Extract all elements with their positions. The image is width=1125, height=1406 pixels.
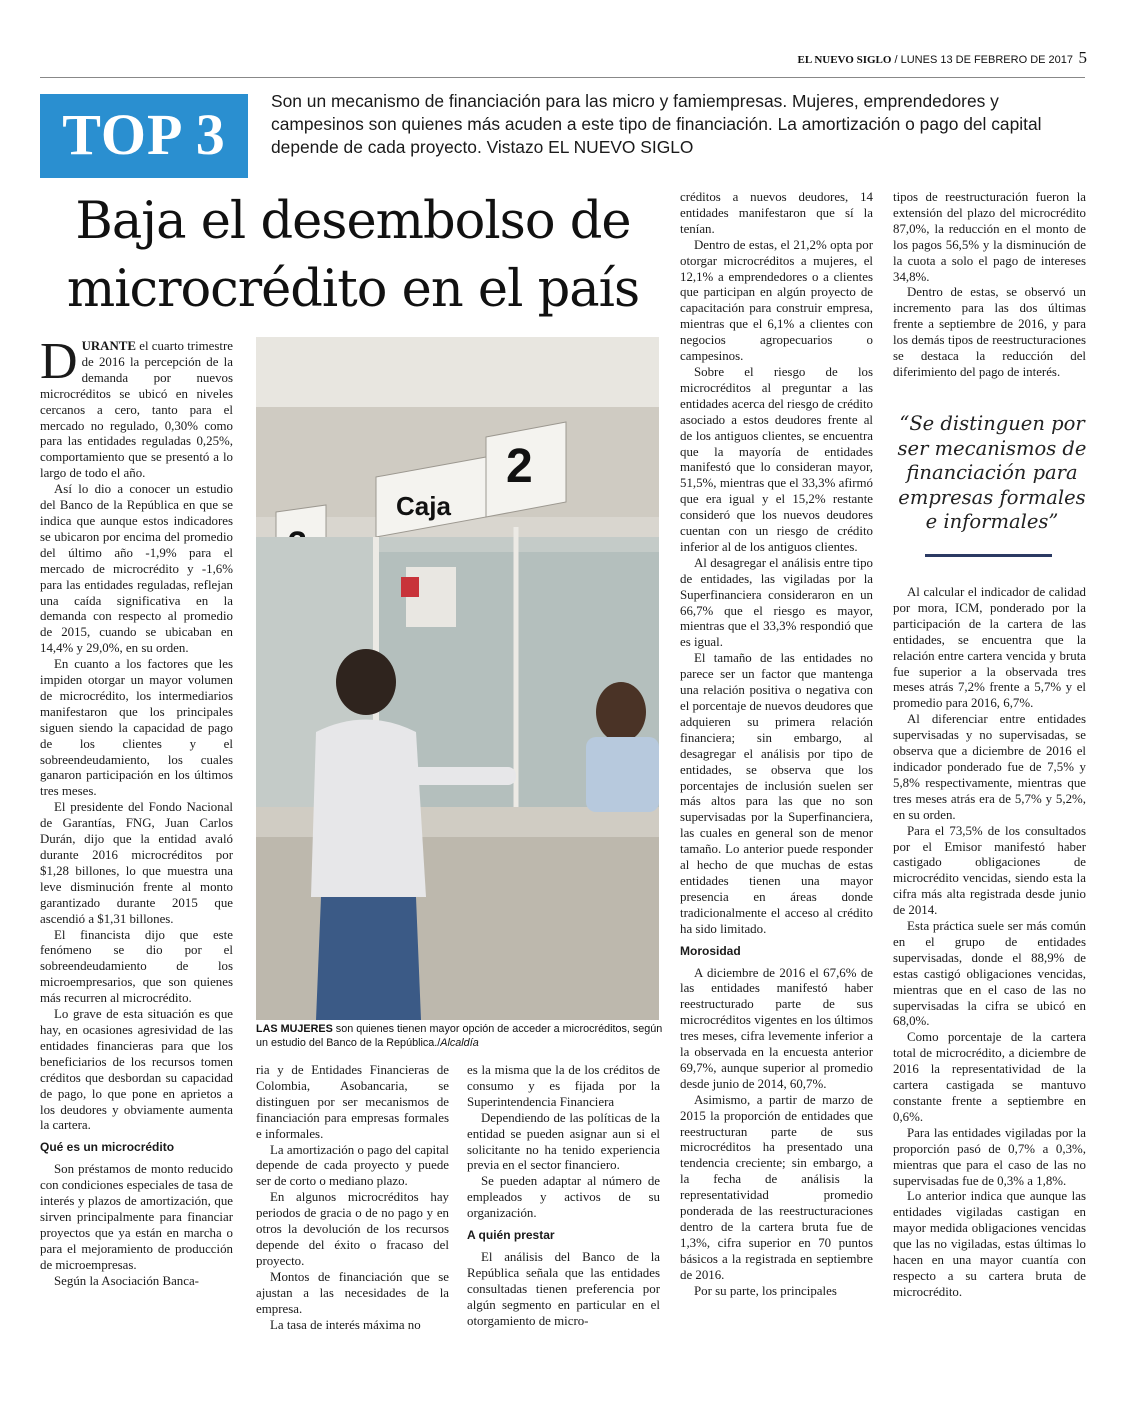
article-column-2 (256, 1063, 449, 1333)
masthead-date: / LUNES 13 DE FEBRERO DE 2017 (894, 54, 1073, 66)
paragraph: La tasa de interés máxima no (270, 1317, 421, 1332)
masthead-paper: EL NUEVO SIGLO (797, 54, 892, 66)
paragraph: Al desagregar el análisis entre tipo de entidades, las vigiladas por la Superfinanciera consideraron en un 66,7% que el riesgo es mayor, mientras que el 33,3% respondió que es igual. (680, 555, 873, 650)
paragraph: En algunos microcréditos hay periodos de gracia o de no pago y en otros la devolución de los recursos depende del éxito o fracaso del proyecto. (256, 1190, 449, 1268)
article-photo (256, 337, 659, 1020)
paragraph: tipos de reestructuración fueron la extensión del plazo del microcrédito 87,0%, la reducción en el monto de los pagos 56,5% y la disminución de la cuota a solo el pago de intereses 34,8%. (893, 190, 1086, 284)
page-number: 5 (1078, 48, 1087, 67)
paragraph: La amortización o pago del capital depende de cada proyecto y puede ser de corto o mediano plazo. (256, 1142, 449, 1189)
paragraph: Según la Asociación Banca- (54, 1273, 199, 1288)
paragraph: Al calcular el indicador de calidad por mora, ICM, ponderado por la participación de la cartera de las entidades, se encuentra que la relación entre cartera vencida y bruta fue superior a la observada tres meses atrás 7,2% frente a 5,7% y el promedio para 2016, 6,7%. (893, 585, 1086, 711)
deck: Son un mecanismo de financiación para las micro y famiempresas. Mujeres, emprendedores y campesinos son quienes más acuden a este tipo de financiación. La amortización o pago del capital depende de cada proyecto. Vistazo EL NUEVO SIGLO (271, 91, 1042, 157)
paragraph: Se pueden adaptar al número de empleados y activos de su organización. (467, 1174, 660, 1221)
paragraph: En cuanto a los factores que les impiden otorgar un mayor volumen de microcrédito, los intermediarios manifestaron que los principales siguen siendo la capacidad de pago de los clientes y el sobreendeudamiento, los cuales ganaron participación en los últimos tres meses. (40, 657, 233, 799)
paragraph: es la misma que la de los créditos de consumo y es fijada por la Superintendencia Financiera (467, 1063, 660, 1109)
paragraph: Para las entidades vigiladas por la proporción pasó de 0,7% a 0,3%, mientras que para el caso de las no supervisadas fue de 0,3% a 1,8%. (893, 1125, 1086, 1188)
paragraph: Son préstamos de monto reducido con condiciones especiales de tasa de interés y plazos de amortización, que sirven principalmente para financiar proyectos que ya están en marcha o para el mejoramiento de producción de microempresas. (40, 1162, 233, 1272)
article-column-1 (40, 333, 234, 1289)
photo-caption (256, 1023, 666, 1050)
dropcap: D (40, 333, 78, 390)
article-column-3 (467, 1063, 660, 1330)
article-column-5-bottom (893, 585, 1086, 1301)
paragraph: Al diferenciar entre entidades supervisadas y no supervisadas, se observa que a diciembre de 2016 el indicador ponderado fue de 7,5% y 5,8% respectivamente, mientras que tres meses atrás era de 5,7% y 5,2%, en su orden. (893, 712, 1086, 822)
caption-text: son quienes tienen mayor opción de acceder a microcréditos, según un estudio del Banco de la República./ (256, 1023, 663, 1049)
headline (58, 188, 648, 324)
paragraph: créditos a nuevos deudores, 14 entidades manifestaron que sí la tenían. (680, 190, 873, 236)
masthead (798, 54, 1074, 66)
paragraph: Como porcentaje de la cartera total de microcrédito, a diciembre de 2016 la representatividad de la cartera castigada se mantuvo constante frente a septiembre en 0,6%. (893, 1030, 1086, 1124)
pull-quote-rule (925, 554, 1052, 557)
photo-credit: Alcaldía (440, 1036, 479, 1049)
bank-teller-photo (256, 337, 659, 1020)
article-column-4 (680, 190, 873, 1300)
top-rule (40, 77, 1085, 78)
paragraph: Por su parte, los principales (694, 1283, 837, 1298)
section-underline (40, 176, 248, 178)
lead-paragraph: DURANTE el cuarto trimestre de 2016 la percepción de la demanda por nuevos microcréditos se ubicó en niveles cercanos a cero, tanto para el mercado no regulado, 0,30% como para las entidades reguladas 0,25%, comportamiento que se presentó a lo largo de todo el año. (40, 333, 234, 481)
paragraph: Sobre el riesgo de los microcréditos al preguntar a las entidades acerca del riesgo de crédito asociado a estos deudores frente al de los antiguos clientes, se encuentra que la mayoría de entidades manifestó que lo consideran mayor, 51,5%, mientras que el 33,3% afirmó que era igual y el 15,2% restante consideró que los nuevos deudores cuentan con un riesgo de crédito inferior al de los antiguos clientes. (680, 364, 873, 554)
section-label: TOP 3 (40, 94, 248, 176)
paragraph: Dependiendo de las políticas de la entidad se pueden asignar aun si el solicitante no ha tenido experiencia previa en el sector financiero. (467, 1110, 660, 1173)
paragraph: A diciembre de 2016 el 67,6% de las entidades manifestó haber reestructurado parte de sus microcréditos vigentes en los últimos tres meses, cifra levemente inferior a la observada en la encuesta anterior 69,7%, aunque superior al promedio desde junio de 2014, 60,7%. (680, 965, 873, 1091)
paragraph: ria y de Entidades Financieras de Colombia, Asobancaria, se distinguen por ser mecanismos de financiación para empresas formales e informales. (256, 1063, 449, 1141)
paragraph: Lo grave de esta situación es que hay, en ocasiones agresividad de las entidades financieras para que los beneficiarios de los recursos tomen créditos que desbordan su capacidad de pago, lo que pone en aprietos a los deudores y obviamente aumenta la cartera. (40, 1007, 233, 1133)
paragraph: Asimismo, a partir de marzo de 2015 la proporción de entidades que reestructuran parte de sus microcréditos ha presentado una tendencia creciente; sin embargo, a la fecha de análisis la representatividad promedio ponderada de las reestructuraciones dentro de la cartera bruta fue de 1,3%, cifra superior en 70 puntos básicos a la registrada en septiembre de 2016. (680, 1092, 873, 1282)
paragraph: Dentro de estas, se observó un incremento para las dos últimas frente a septiembre de 2016, y para los demás tipos de reestructuraciones se destaca la reducción del diferimiento del pago de interés. (893, 285, 1086, 379)
paragraph: Lo anterior indica que aunque las entidades vigiladas castigan en mayor medida obligaciones vencidas que las no vigiladas, estas últimas lo hacen en una mayor cuantía con respecto a su cartera bruta de microcrédito. (893, 1189, 1086, 1299)
pull-quote: “Se distinguen por ser mecanismos de financiación para empresas formales e informales” (897, 412, 1087, 533)
paragraph: Así lo dio a conocer un estudio del Banco de la República en que se indica que aunque estos indicadores se ubicaron por encima del promedio del último año -1,9% para el mercado de microcrédito y -1,6% para las entidades reguladas, reflejan una caída significativa en la demanda con respecto al promedio de 2015, cuando se ubicaban en 14,4% y 29,0%, en su orden. (40, 482, 233, 656)
lead-word: URANTE (81, 339, 136, 353)
subhead: A quién prestar (467, 1228, 555, 1243)
paragraph: Para el 73,5% de los consultados por el Emisor manifestó haber castigado obligaciones de microcrédito vencidas, siendo esta la cifra más alta registrada desde junio de 2014. (893, 823, 1086, 918)
sign-caja-text: Caja (396, 491, 451, 521)
paragraph: El presidente del Fondo Nacional de Garantías, FNG, Juan Carlos Durán, dijo que la entidad avaló durante 2016 microcréditos por $1,28 billones, lo que muestra una leve disminución frente al monto garantizado durante 2015 que ascendió a $1,31 billones. (40, 800, 233, 926)
paragraph: El análisis del Banco de la República señala que las entidades consultadas tienen preferencia por algún segmento en particular en el otorgamiento de micro- (467, 1249, 660, 1328)
subhead: Qué es un microcrédito (40, 1140, 175, 1155)
headline-line-1: Baja el desembolso de (75, 192, 631, 251)
paragraph: Dentro de estas, el 21,2% opta por otorgar microcréditos a mujeres, el 12,1% a emprendedores o a clientes que participan en algún proyecto de capacitación para construir empresa, mientras que el 6,1% a clientes con negocios agropecuarios o campesinos. (680, 237, 873, 364)
caption-lead: LAS MUJERES (256, 1023, 333, 1035)
paragraph: Montos de financiación que se ajustan a las necesidades de la empresa. (256, 1269, 449, 1316)
article-column-5-top (893, 190, 1086, 381)
paragraph: El tamaño de las entidades no parece ser un factor que mantenga una relación positiva o negativa con el porcentaje de nuevos deudores que adquieren su primera relación financiera; sin embargo, al desagregar el análisis por tipo de entidades, se observa que los porcentajes de inclusión suelen ser más altos para las que no son supervisadas por la Superfinanciera, las cuales en general son de menor tamaño. Lo anterior puede responder al hecho de que muchas de estas entidades tienen una mayor presencia en áreas donde tradicionalmente el acceso al crédito ha sido limitado. (680, 651, 873, 936)
headline-line-2: microcrédito en el país (66, 260, 640, 319)
paragraph: Esta práctica suele ser más común en el grupo de entidades supervisadas, donde el 88,9% de estas castigó obligaciones vencidas, mientras que en el caso de las no supervisadas la cifra se ubicó en 68,0%. (893, 919, 1086, 1029)
paragraph: El financista dijo que este fenómeno se dio por el sobreendeudamiento de los microempresarios, que son quienes más recurren al microcrédito. (40, 927, 233, 1006)
subhead: Morosidad (680, 943, 741, 958)
sign-2-text: 2 (506, 440, 533, 493)
